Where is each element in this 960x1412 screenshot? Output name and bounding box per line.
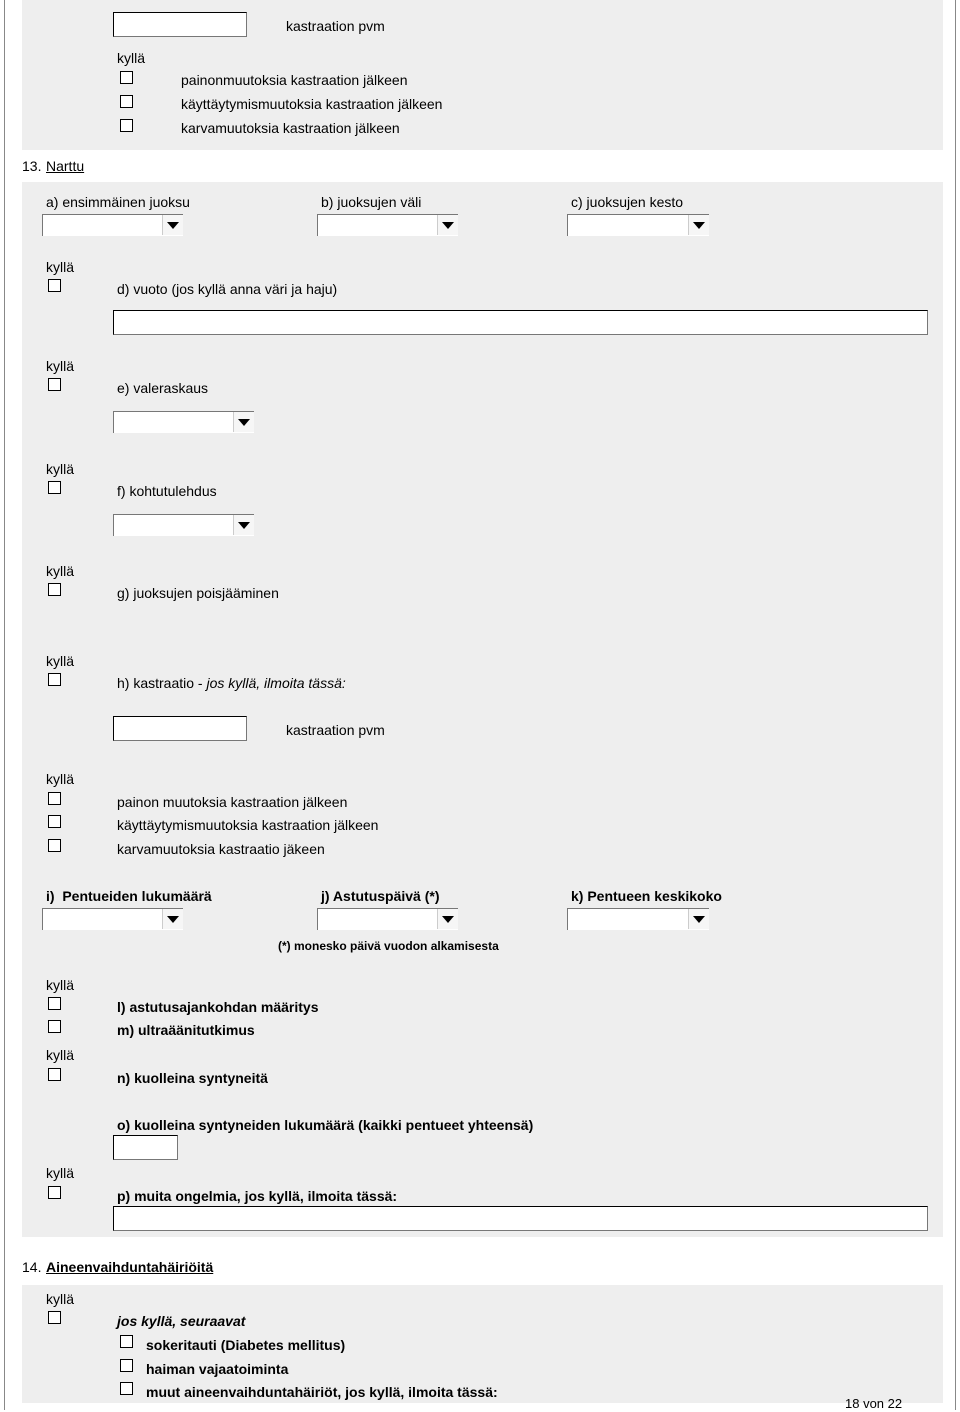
dropdown-i-pentueiden-lukumaara[interactable] <box>42 908 183 930</box>
check-label: painon muutoksia kastraation jälkeen <box>117 794 348 810</box>
text-field-d-vuoto[interactable] <box>113 310 928 335</box>
dropdown-f-kohtutulehdus[interactable] <box>113 514 254 536</box>
checkbox-h-karvamuutoksia[interactable] <box>48 839 61 852</box>
label-e-valeraskaus: e) valeraskaus <box>117 380 209 396</box>
dropdown-button[interactable] <box>688 215 709 235</box>
chevron-down-icon <box>693 916 705 923</box>
chevron-down-icon <box>442 916 454 923</box>
label-g-juoksujen-poisjaaminen: g) juoksujen poisjääminen <box>117 585 279 601</box>
section-14-number: 14. <box>22 1259 42 1275</box>
checkbox-e-valeraskaus[interactable] <box>48 378 61 391</box>
kylla-label: kyllä <box>46 259 75 275</box>
chevron-down-icon <box>238 522 250 529</box>
check-label: painonmuutoksia kastraation jälkeen <box>181 72 408 88</box>
section-14-title: Aineenvaihduntahäiriöitä <box>46 1259 214 1275</box>
kylla-label: kyllä <box>46 461 75 477</box>
checkbox-n-kuolleina-syntyneita[interactable] <box>48 1068 61 1081</box>
label-h-italic: jos kyllä, ilmoita tässä: <box>206 675 346 691</box>
kastraatio-date-field-top[interactable] <box>113 12 247 37</box>
dropdown-button[interactable] <box>233 515 254 535</box>
chevron-down-icon <box>442 222 454 229</box>
label-jos-kylla-seuraavat: jos kyllä, seuraavat <box>117 1313 246 1329</box>
kylla-label: kyllä <box>46 1047 75 1063</box>
number-field-o-kuolleina-syntyneet[interactable] <box>113 1135 178 1160</box>
dropdown-button[interactable] <box>162 909 183 929</box>
checkbox-l-astutusajankohdan-maaritys[interactable] <box>48 997 61 1010</box>
kastraatio-date-field[interactable] <box>113 716 247 741</box>
checkbox-p-muita-ongelmia[interactable] <box>48 1186 61 1199</box>
label-p-muita-ongelmia: p) muita ongelmia, jos kyllä, ilmoita tässä: <box>117 1188 398 1204</box>
label-f-kohtutulehdus: f) kohtutulehdus <box>117 483 217 499</box>
check-label: käyttäytymismuutoksia kastraation jälkeen <box>117 817 379 833</box>
dropdown-button[interactable] <box>437 909 458 929</box>
checkbox-sokeritauti[interactable] <box>120 1335 133 1348</box>
dropdown-k-pentueen-keskikoko[interactable] <box>567 908 709 930</box>
kylla-label: kyllä <box>46 563 75 579</box>
label-h-kastraatio <box>117 675 346 691</box>
checkbox-g-juoksujen-poisjaaminen[interactable] <box>48 583 61 596</box>
label-d-vuoto: d) vuoto (jos kyllä anna väri ja haju) <box>117 281 338 297</box>
checkbox-h-kayttaytymismuutoksia[interactable] <box>48 815 61 828</box>
dropdown-b-juoksujen-vali[interactable] <box>317 214 458 236</box>
label-h-prefix: h) kastraatio - <box>117 675 207 691</box>
label-l-astutusajankohdan-maaritys: l) astutusajankohdan määritys <box>117 999 319 1015</box>
section-13-number: 13. <box>22 158 42 174</box>
kylla-label: kyllä <box>46 358 75 374</box>
check-label: muut aineenvaihduntahäiriöt, jos kyllä, ilmoita tässä: <box>146 1384 498 1400</box>
chevron-down-icon <box>167 916 179 923</box>
label-n-kuolleina-syntyneita: n) kuolleina syntyneitä <box>117 1070 268 1086</box>
checkbox-muut-aineenvaihduntahairiot[interactable] <box>120 1382 133 1395</box>
dropdown-button[interactable] <box>688 909 709 929</box>
check-label: karvamuutoksia kastraation jälkeen <box>181 120 400 136</box>
checkbox-karvamuutoksia[interactable] <box>120 119 133 132</box>
label-a-ensimmainen-juoksu: a) ensimmäinen juoksu <box>46 194 190 210</box>
kastraatio-date-label-top: kastraation pvm <box>286 18 385 34</box>
footnote-astutuspaiva: (*) monesko päivä vuodon alkamisesta <box>278 939 499 953</box>
dropdown-button[interactable] <box>162 215 183 235</box>
kylla-label: kyllä <box>46 1165 75 1181</box>
checkbox-f-kohtutulehdus[interactable] <box>48 481 61 494</box>
checkbox-m-ultraaanitutkimus[interactable] <box>48 1020 61 1033</box>
dropdown-button[interactable] <box>437 215 458 235</box>
chevron-down-icon <box>167 222 179 229</box>
text-field-p-muita-ongelmia[interactable] <box>113 1206 928 1231</box>
page-edge-left <box>4 0 5 1410</box>
chevron-down-icon <box>693 222 705 229</box>
checkbox-d-vuoto[interactable] <box>48 279 61 292</box>
checkbox-kayttaytymismuutoksia[interactable] <box>120 95 133 108</box>
checkbox-h-painonmuutoksia[interactable] <box>48 792 61 805</box>
kylla-label: kyllä <box>46 771 75 787</box>
kastraatio-date-label: kastraation pvm <box>286 722 385 738</box>
dropdown-button[interactable] <box>233 412 254 432</box>
label-o-kuolleina-syntyneiden-lukumaara: o) kuolleina syntyneiden lukumäärä (kaikki pentueet yhteensä) <box>117 1117 534 1133</box>
chevron-down-icon <box>238 419 250 426</box>
check-label: sokeritauti (Diabetes mellitus) <box>146 1337 346 1353</box>
dropdown-j-astutuspaiva[interactable] <box>317 908 458 930</box>
kylla-label: kyllä <box>46 977 75 993</box>
checkbox-aineenvaihduntahairioita[interactable] <box>48 1311 61 1324</box>
check-label: käyttäytymismuutoksia kastraation jälkeen <box>181 96 443 112</box>
check-label: karvamuutoksia kastraatio jäkeen <box>117 841 325 857</box>
dropdown-e-valeraskaus[interactable] <box>113 411 254 433</box>
dropdown-a-ensimmainen-juoksu[interactable] <box>42 214 183 236</box>
section-13-title: Narttu <box>46 158 85 174</box>
checkbox-painonmuutoksia[interactable] <box>120 71 133 84</box>
label-m-ultraaanitutkimus: m) ultraäänitutkimus <box>117 1022 255 1038</box>
label-i-pentueiden-lukumaara: i) Pentueiden lukumäärä <box>46 888 212 904</box>
label-k-pentueen-keskikoko: k) Pentueen keskikoko <box>571 888 722 904</box>
kylla-label: kyllä <box>46 1291 75 1307</box>
page-number: 18 von 22 <box>845 1396 903 1411</box>
checkbox-haiman-vajaatoiminta[interactable] <box>120 1359 133 1372</box>
kylla-label: kyllä <box>117 50 146 66</box>
label-c-juoksujen-kesto: c) juoksujen kesto <box>571 194 684 210</box>
label-j-astutuspaiva: j) Astutuspäivä (*) <box>321 888 440 904</box>
checkbox-h-kastraatio[interactable] <box>48 673 61 686</box>
dropdown-c-juoksujen-kesto[interactable] <box>567 214 709 236</box>
kylla-label: kyllä <box>46 653 75 669</box>
page-edge-right <box>955 0 956 1410</box>
label-b-juoksujen-vali: b) juoksujen väli <box>321 194 422 210</box>
check-label: haiman vajaatoiminta <box>146 1361 289 1377</box>
